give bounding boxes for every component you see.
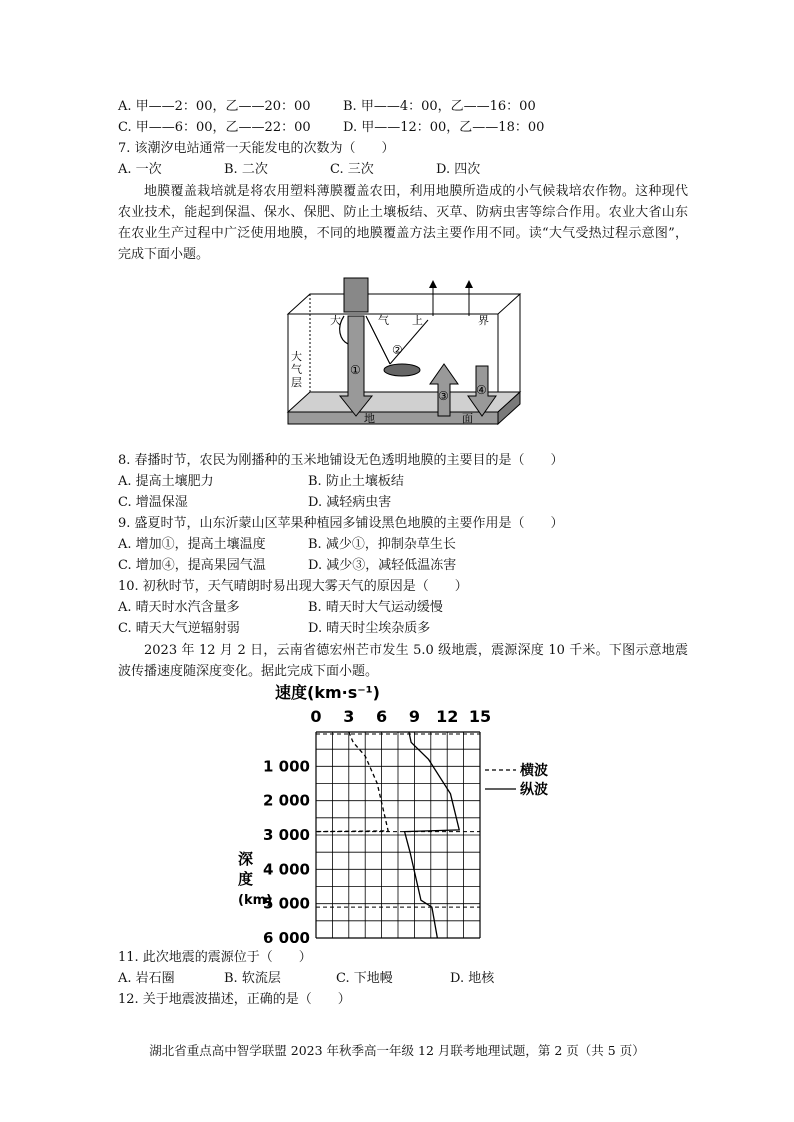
- q11-option-d: D. 地核: [450, 971, 495, 986]
- q8-option-b: B. 防止土壤板结: [308, 474, 404, 489]
- q7-option-a: A. 一次: [118, 162, 162, 177]
- q7-option-b: B. 二次: [224, 162, 268, 177]
- q8-stem: 8. 春播时节，农民为刚播种的玉米地铺设无色透明地膜的主要目的是（ ）: [118, 453, 564, 468]
- y-tick-label: 4 000: [263, 860, 310, 879]
- x-tick-label: 15: [468, 707, 492, 726]
- outgoing-arrowhead-2: [465, 280, 473, 288]
- q7-stem: 7. 该潮汐电站通常一天能发电的次数为（ ）: [118, 141, 395, 156]
- y-axis-label-2: 度: [238, 870, 254, 888]
- q7-option-c: C. 三次: [330, 162, 374, 177]
- top-label-4: 界: [478, 314, 489, 327]
- side-label-1: 大: [291, 350, 302, 363]
- q6-option-a: A. 甲——2：00，乙——20：00: [118, 99, 311, 114]
- y-tick-label: 1 000: [263, 757, 310, 776]
- y-axis-label-3: (km): [238, 893, 273, 908]
- q12-stem: 12. 关于地震波描述，正确的是（ ）: [118, 992, 351, 1007]
- q10-option-a: A. 晴天时水汽含量多: [118, 600, 240, 615]
- q6-option-b: B. 甲——4：00，乙——16：00: [343, 99, 536, 114]
- q8-option-d: D. 减轻病虫害: [308, 495, 392, 510]
- side-label-3: 层: [291, 376, 302, 389]
- legend-label-p-wave: 纵波: [520, 782, 548, 798]
- y-tick-label: 2 000: [263, 791, 310, 810]
- q6-option-c: C. 甲——6：00，乙——22：00: [118, 120, 311, 135]
- box-top-face: [288, 294, 520, 314]
- q9-option-a: A. 增加①，提高土壤温度: [118, 537, 266, 552]
- y-tick-label: 6 000: [263, 929, 310, 946]
- q11-option-b: B. 软流层: [224, 971, 281, 986]
- cloud-icon: [384, 364, 420, 376]
- top-label-2: 气: [378, 314, 389, 327]
- q10-stem: 10. 初秋时节，天气晴朗时易出现大雾天气的原因是（ ）: [118, 579, 468, 594]
- page-footer: 湖北省重点高中智学联盟 2023 年秋季高一年级 12 月联考地理试题，第 2 页（共 5 页）: [149, 1043, 645, 1058]
- q8-option-c: C. 增温保湿: [118, 495, 188, 510]
- q9-option-b: B. 减少①，抑制杂草生长: [308, 537, 456, 552]
- q10-option-d: D. 晴天时尘埃杂质多: [308, 621, 431, 636]
- passage-earthquake: 2023 年 12 月 2 日，云南省德宏州芒市发生 5.0 级地震，震源深度 10 千米。下图示意地震波传播速度随深度变化。据此完成下面小题。: [118, 643, 688, 679]
- passage-atmosphere: 地膜覆盖栽培就是将农用塑料薄膜覆盖农田，利用地膜所造成的小气候栽培农作物。这种现代农业技术，能起到保温、保水、保肥、防止土壤板结、灭草、防病虫害等综合作用。农业大省山东在农业生产过程中广泛使用地膜，不同的地膜覆盖方法主要作用不同。读“大气受热过程示意图”，完成下面小题。: [118, 184, 688, 262]
- marker-1: ①: [350, 363, 361, 377]
- side-label-2: 气: [291, 363, 302, 376]
- x-tick-label: 6: [376, 707, 388, 726]
- bottom-label-1: 地: [364, 412, 375, 425]
- q10-option-c: C. 晴天大气逆辐射弱: [118, 621, 240, 636]
- x-tick-label: 3: [343, 707, 355, 726]
- q9-stem: 9. 盛夏时节，山东沂蒙山区苹果种植园多铺设黑色地膜的主要作用是（ ）: [118, 516, 564, 531]
- x-tick-label: 12: [436, 707, 459, 726]
- y-axis-label-1: 深: [238, 850, 254, 868]
- q11-option-c: C. 下地幔: [336, 971, 393, 986]
- atmosphere-heating-diagram: [286, 276, 526, 446]
- legend-label-s-wave: 横波: [520, 763, 548, 779]
- top-label-1: 大: [330, 314, 341, 327]
- y-tick-label: 5 000: [263, 894, 310, 913]
- chart-grid: [316, 732, 480, 938]
- seismic-wave-chart: [230, 678, 570, 946]
- x-tick-label: 9: [408, 707, 420, 726]
- q9-option-d: D. 减少③，减轻低温冻害: [308, 558, 457, 573]
- marker-4: ④: [476, 383, 487, 397]
- s-wave-line: [316, 732, 388, 832]
- x-tick-label: 0: [310, 707, 322, 726]
- marker-3: ③: [438, 389, 449, 403]
- marker-2: ②: [392, 343, 403, 357]
- q10-option-b: B. 晴天时大气运动缓慢: [308, 600, 443, 615]
- outgoing-arrowhead-1: [429, 280, 437, 288]
- chart-ticks: [263, 707, 491, 946]
- top-label-3: 上: [412, 314, 423, 327]
- q8-option-a: A. 提高土壤肥力: [118, 474, 214, 489]
- q9-option-c: C. 增加④，提高果园气温: [118, 558, 266, 573]
- q11-stem: 11. 此次地震的震源位于（ ）: [118, 950, 312, 965]
- solar-beam-top: [344, 278, 368, 312]
- q6-option-d: D. 甲——12：00，乙——18：00: [343, 120, 545, 135]
- y-tick-label: 3 000: [263, 826, 310, 844]
- bottom-label-2: 面: [462, 412, 473, 425]
- chart-title: 速度(km·s⁻¹): [275, 683, 380, 702]
- q11-option-a: A. 岩石圈: [118, 971, 175, 986]
- q7-option-d: D. 四次: [436, 162, 481, 177]
